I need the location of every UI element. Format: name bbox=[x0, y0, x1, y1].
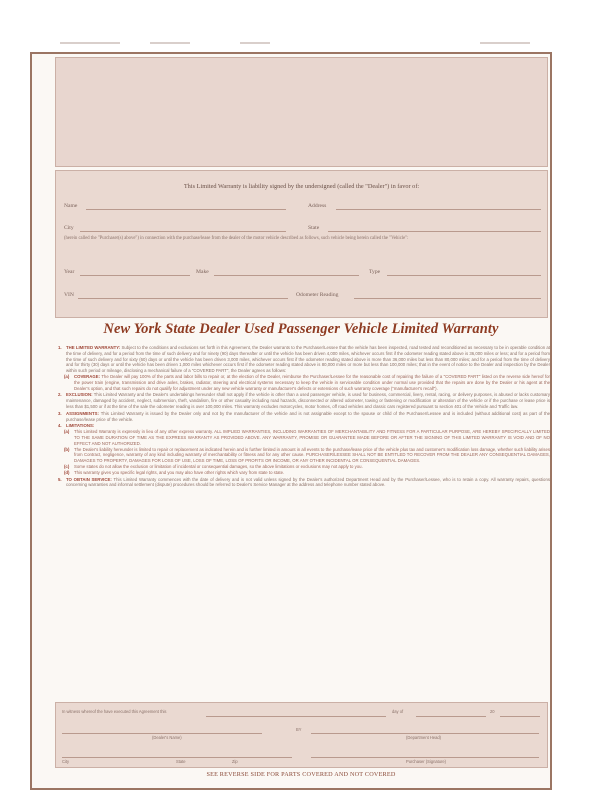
year-suffix-field[interactable] bbox=[500, 716, 540, 717]
name-label: Name bbox=[64, 203, 78, 209]
section-number: 1. bbox=[58, 345, 62, 350]
day-of-field[interactable] bbox=[416, 716, 486, 717]
section-body: Subject to the conditions and exclusions set forth in this Agreement, the Dealer warrants to the Purchaser/Lessee that the vehicle has been inspected, road tested and reconditioned as necessary to be in operable condition at the time of delivery, and for a period from the time of such delivery and for ninety (90) days thereafter or until the vehicle has been driven 4,000 miles, whichever occurs first if the odometer reading stated above is 36,000 miles or less; and for a period from the time of such delivery and for sixty (60) days or until the vehicle has been driven 3,000 miles, whichever occurs first if the odometer reading stated above is more than 36,000 miles but less than 80,000 miles; and for a period from the time of delivery and for thirty (30) days or until the vehicle has been driven 1,000 miles whichever occurs first if the odometer reading stated above is 80,000 miles or more but less than 100,000 miles; that in the event of notice to the Dealer and inspection by the Dealer within such period or mileage, disclosing a mechanical failure of a "COVERED PART", the Dealer agrees as follows: bbox=[66, 345, 550, 374]
dealer-info-box bbox=[55, 57, 548, 167]
vehicle-row bbox=[64, 266, 539, 276]
warranty-title: New York State Dealer Used Passenger Vehicle Limited Warranty bbox=[103, 321, 499, 337]
odometer-field[interactable] bbox=[354, 298, 541, 299]
odometer-label: Odometer Reading bbox=[296, 292, 339, 298]
warranty-terms bbox=[58, 344, 550, 488]
subsection-number: (d) bbox=[64, 469, 70, 475]
witness-label: In witness whereof the have executed this Agreement this bbox=[62, 709, 167, 714]
dealer-name-field[interactable] bbox=[62, 733, 262, 734]
department-head-field[interactable] bbox=[311, 733, 539, 734]
section-body: This Limited Warranty commences with the date of delivery and is not valid unless signed by the Dealer's authorized Department Head and by the Purchaser/Lessee, who is to retain a copy. All warranty repairs, questions concerning warranties and informal settlement (dispute) procedures should be referred to Dealer's Service Manager at the address and telephone number stated above. bbox=[66, 476, 550, 488]
subsection-number: (a) bbox=[64, 373, 70, 379]
city-sig-label: City bbox=[62, 759, 70, 764]
warranty-section bbox=[58, 345, 550, 391]
section-number: 4. bbox=[58, 423, 62, 429]
subsection-body: The Dealer will pay 100% of the parts and labor bills to repair or, at the election of the Dealer, reimburse the Purchaser/Lessee for the reasonable cost of repairing the failure of a "COVERED PART" listed on the reverse side hereof for the power train (engine, transmission and drive axles, brakes, radiator, steering and electrical systems necessary to keep the vehicle in serviceable condition under normal use provided that the repairs are done by the Dealer or his agent at the Dealer's option, and that such repairs do not qualify for adjustment under any new vehicle warranty or manufacturer's defects or extensions of such warranty coverage ("manufacturer's recall"). bbox=[74, 373, 550, 391]
type-label: Type bbox=[369, 269, 381, 275]
purchaser-note: (herein called the "Purchaser(s) above") in connection with the purchase/lease from the dealer of the motor vehicle described as follows, such vehicle being herein called the "Vehicle": bbox=[64, 236, 409, 241]
section-heading: TO OBTAIN SERVICE: bbox=[66, 476, 112, 482]
top-edge-marks bbox=[60, 42, 540, 50]
city-state-row bbox=[64, 222, 539, 232]
state-sig-label: State bbox=[176, 759, 186, 764]
section-heading: ASSIGNMENTS: bbox=[66, 410, 99, 416]
department-head-label: (Department Head) bbox=[406, 735, 442, 740]
warranty-section bbox=[58, 477, 550, 489]
subsection bbox=[64, 429, 550, 446]
city-label: City bbox=[64, 225, 74, 231]
section-text bbox=[66, 477, 550, 489]
section-text bbox=[66, 392, 550, 409]
purchaser-signature-label: Purchaser (Signature) bbox=[406, 759, 447, 764]
year-prefix-label: 20 bbox=[490, 709, 495, 714]
subsection-body: The Dealer's liability hereunder is limited to repair or replacement as indicated herein and is further limited in amount in all events to the purchase/lease price of the vehicle plus tax and customer's modification loss damage, whether such liability arises from Contract, negligence, warranty of any kind including warranty of merchantability or fitness and for any other cause. PURCHASER/LESSEE SHALL NOT BE ENTITLED TO RECOVER FROM THE DEALER ANY CONSEQUENTIAL DAMAGES, DAMAGES TO PROPERTY, DAMAGES FOR LOSS OF USE, LOSS OF TIME, LOSS OF PROFITS OR INCOME, OR ANY OTHER INCIDENTAL OR CONSEQUENTIAL DAMAGES. bbox=[74, 446, 550, 464]
state-label: State bbox=[308, 225, 320, 231]
section-heading: THE LIMITED WARRANTY: bbox=[66, 345, 121, 350]
dealer-name-label: (Dealer's Name) bbox=[152, 735, 182, 740]
purchaser-signature-field[interactable] bbox=[311, 757, 539, 758]
subsection bbox=[64, 373, 550, 391]
section-heading: EXCLUSION: bbox=[66, 392, 93, 398]
subsection-body: This Limited Warranty is expressly in lieu of any other express warranty. ALL IMPLIED WARRANTIES, INCLUDING WARRANTIES OF MERCHANTABILITY AND FITNESS FOR A PARTICULAR PURPOSE, ARE HEREBY SPECIFICALLY LIMITED TO THE SAME DURATION OF TIME AS THE EXPRESS WARRANTY AS PROVIDED ABOVE. ANY WARRANTY, PROMISE OR GUARANTEE MADE BEFORE OR AFTER THE SIGNING OF THIS LIMITED WARRANTY IS VOID AND OF NO EFFECT AND NOT AUTHORIZED. bbox=[74, 429, 550, 446]
subsection-number: (c) bbox=[64, 463, 70, 469]
make-label: Make bbox=[196, 269, 209, 275]
name-field[interactable] bbox=[86, 209, 286, 210]
subsection-body: This warranty gives you specific legal rights, and you may also have other rights which vary from state to state. bbox=[74, 469, 285, 475]
section-text bbox=[66, 345, 550, 374]
address-label: Address bbox=[308, 203, 327, 209]
year-field[interactable] bbox=[80, 275, 190, 276]
vin-field[interactable] bbox=[78, 298, 288, 299]
name-address-row bbox=[64, 200, 539, 210]
purchaser-form bbox=[55, 170, 548, 318]
section-heading: LIMITATIONS: bbox=[66, 423, 95, 429]
type-field[interactable] bbox=[387, 275, 541, 276]
year-label: Year bbox=[64, 269, 75, 275]
warranty-section bbox=[58, 423, 550, 475]
zip-sig-label: Zip bbox=[232, 759, 238, 764]
intro-text: This Limited Warranty is liability signed by the undersigned (called the "Dealer") in favor of: bbox=[183, 183, 420, 190]
subsection-heading: COVERAGE: bbox=[74, 373, 101, 379]
address-line-field[interactable] bbox=[62, 757, 292, 758]
section-number: 2. bbox=[58, 392, 62, 398]
city-field[interactable] bbox=[80, 231, 286, 232]
reverse-side-note: SEE REVERSE SIDE FOR PARTS COVERED AND NOT COVERED bbox=[206, 771, 396, 778]
subsection bbox=[64, 446, 550, 464]
vin-label: VIN bbox=[64, 292, 74, 298]
section-number: 3. bbox=[58, 410, 62, 416]
make-field[interactable] bbox=[214, 275, 359, 276]
warranty-section bbox=[58, 411, 550, 423]
subsection-number: (b) bbox=[64, 446, 70, 452]
section-number: 5. bbox=[58, 476, 62, 482]
section-body: This Limited Warranty and the Dealer's undertakings hereunder shall not apply if the vehicle is other than a used passenger vehicle, is used for business, commercial, livery, rental, racing, or delivery purposes, is abused or lacks customary maintenance, damaged by accident, neglect, submersion, theft, vandalism, fire or other casualty including road hazards, disconnected or altered odometer, towing or fastening or modification or alteration of the vehicle or if the purchase or lease price is less than $1,500 or if at the time of the sale the odometer reading is over 100,000 miles. This warranty excludes motorcycles, motor homes, off road vehicles and classic cars registered pursuant to section 401 of the Vehicle and Traffic law. bbox=[66, 392, 550, 409]
section-text bbox=[66, 411, 550, 423]
warranty-section bbox=[58, 392, 550, 409]
subsection-number: (a) bbox=[64, 429, 70, 435]
day-of-label: day of bbox=[392, 709, 404, 714]
witness-date-line[interactable] bbox=[206, 716, 386, 717]
signature-box bbox=[55, 702, 548, 768]
state-field[interactable] bbox=[328, 231, 541, 232]
by-label: BY bbox=[296, 727, 302, 732]
subsection-body: Some states do not allow the exclusion or limitation of incidental or consequential damages, so the above limitations or exclusions may not apply to you. bbox=[74, 463, 363, 469]
section-body: This Limited Warranty is issued by the Dealer only and not by the manufacturer of the vehicle and is not assignable except to the spouse or child of the Purchaser/Lessee and is included (without additional cost) as part of the purchase/lease price of the vehicle. bbox=[66, 410, 551, 422]
address-field[interactable] bbox=[336, 209, 541, 210]
subsection bbox=[64, 469, 550, 476]
vin-odometer-row bbox=[64, 289, 539, 299]
